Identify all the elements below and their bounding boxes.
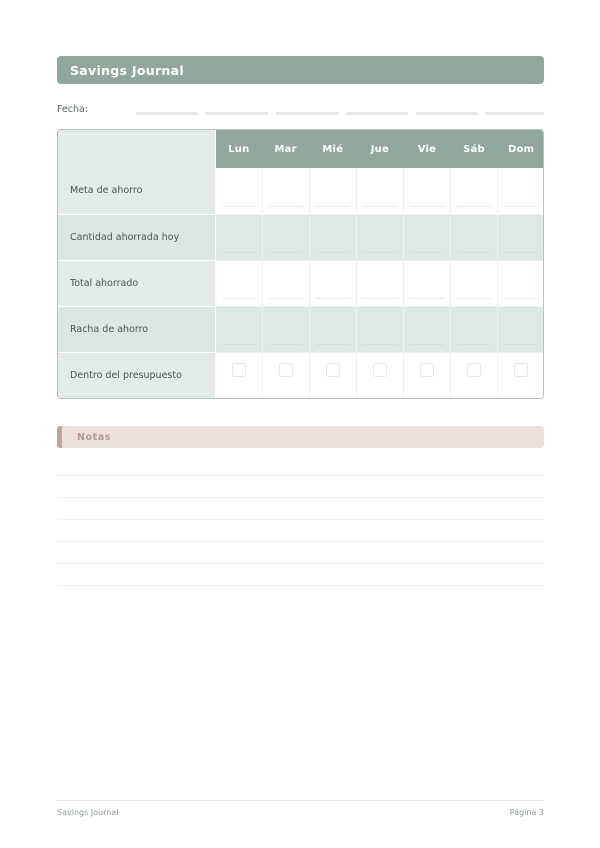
entry-cell[interactable] bbox=[262, 214, 309, 260]
notes-title: Notas bbox=[77, 431, 112, 443]
checkbox-cell[interactable] bbox=[403, 352, 450, 398]
cell-write-line bbox=[410, 344, 444, 345]
table-row bbox=[58, 214, 544, 260]
note-line[interactable] bbox=[57, 454, 544, 476]
cell-write-line bbox=[410, 252, 444, 253]
date-label: Fecha: bbox=[57, 104, 89, 115]
checkbox[interactable] bbox=[514, 363, 528, 377]
cell-write-line bbox=[269, 298, 303, 299]
cell-write-line bbox=[269, 252, 303, 253]
cell-write-line bbox=[457, 344, 491, 345]
checkbox-cell[interactable] bbox=[356, 352, 403, 398]
notes-write-area[interactable] bbox=[57, 454, 544, 586]
entry-cell[interactable] bbox=[403, 168, 450, 214]
checkbox[interactable] bbox=[420, 363, 434, 377]
checkbox-cell[interactable] bbox=[262, 352, 309, 398]
table-header bbox=[58, 130, 544, 168]
cell-write-line bbox=[504, 206, 539, 207]
entry-cell[interactable] bbox=[309, 306, 356, 352]
checkbox[interactable] bbox=[279, 363, 293, 377]
page-title: Savings Journal bbox=[70, 62, 184, 78]
cell-write-line bbox=[457, 298, 491, 299]
entry-cell[interactable] bbox=[262, 306, 309, 352]
cell-write-line bbox=[410, 206, 444, 207]
footer-document-name: Savings Journal bbox=[57, 808, 119, 817]
checkbox[interactable] bbox=[373, 363, 387, 377]
row-label: Cantidad ahorrada hoy bbox=[58, 214, 215, 260]
page-title-bar bbox=[57, 56, 544, 84]
day-header-jue: Jue bbox=[356, 130, 403, 168]
entry-cell[interactable] bbox=[403, 260, 450, 306]
cell-write-line bbox=[504, 252, 538, 253]
entry-cell[interactable] bbox=[309, 168, 356, 214]
day-header-lun: Lun bbox=[215, 130, 262, 168]
note-line[interactable] bbox=[57, 564, 544, 586]
tracker-table bbox=[58, 130, 544, 398]
cell-write-line bbox=[269, 206, 303, 207]
table-header-row bbox=[58, 130, 544, 168]
cell-write-line bbox=[269, 344, 303, 345]
tracker-table-container bbox=[57, 129, 544, 399]
entry-cell[interactable] bbox=[356, 168, 403, 214]
table-row bbox=[58, 260, 544, 306]
cell-write-line bbox=[363, 298, 397, 299]
checkbox-cell[interactable] bbox=[309, 352, 356, 398]
notes-header bbox=[57, 426, 544, 448]
cell-write-line bbox=[222, 298, 256, 299]
row-label: Total ahorrado bbox=[58, 260, 215, 306]
entry-cell[interactable] bbox=[215, 306, 262, 352]
cell-write-line bbox=[363, 206, 397, 207]
checkbox[interactable] bbox=[232, 363, 246, 377]
cell-write-line bbox=[363, 252, 397, 253]
cell-write-line bbox=[504, 298, 539, 299]
checkbox[interactable] bbox=[467, 363, 481, 377]
table-row bbox=[58, 168, 544, 214]
cell-write-line bbox=[316, 344, 350, 345]
entry-cell[interactable] bbox=[215, 260, 262, 306]
cell-write-line bbox=[316, 206, 350, 207]
table-body bbox=[58, 168, 544, 398]
checkbox-cell[interactable] bbox=[450, 352, 497, 398]
table-row bbox=[58, 306, 544, 352]
entry-cell[interactable] bbox=[450, 168, 497, 214]
cell-write-line bbox=[504, 344, 538, 345]
note-line[interactable] bbox=[57, 498, 544, 520]
table-row bbox=[58, 352, 544, 398]
entry-cell[interactable] bbox=[498, 214, 544, 260]
entry-cell[interactable] bbox=[215, 214, 262, 260]
entry-cell[interactable] bbox=[498, 168, 544, 214]
day-header-mie: Mié bbox=[309, 130, 356, 168]
cell-write-line bbox=[363, 344, 397, 345]
table-corner-cell bbox=[58, 130, 215, 168]
checkbox-cell[interactable] bbox=[215, 352, 262, 398]
entry-cell[interactable] bbox=[356, 214, 403, 260]
day-header-vie: Vie bbox=[403, 130, 450, 168]
cell-write-line bbox=[222, 344, 256, 345]
entry-cell[interactable] bbox=[450, 306, 497, 352]
note-line[interactable] bbox=[57, 520, 544, 542]
row-label: Dentro del presupuesto bbox=[58, 352, 215, 398]
entry-cell[interactable] bbox=[309, 260, 356, 306]
cell-write-line bbox=[457, 206, 491, 207]
day-header-mar: Mar bbox=[262, 130, 309, 168]
date-field-row bbox=[57, 100, 544, 116]
entry-cell[interactable] bbox=[215, 168, 262, 214]
row-label: Meta de ahorro bbox=[58, 168, 215, 214]
day-header-dom: Dom bbox=[498, 130, 544, 168]
checkbox-cell[interactable] bbox=[498, 352, 544, 398]
date-write-line[interactable] bbox=[136, 112, 544, 115]
cell-write-line bbox=[222, 252, 256, 253]
note-line[interactable] bbox=[57, 476, 544, 498]
entry-cell[interactable] bbox=[498, 260, 544, 306]
cell-write-line bbox=[457, 252, 491, 253]
row-label: Racha de ahorro bbox=[58, 306, 215, 352]
entry-cell[interactable] bbox=[262, 168, 309, 214]
entry-cell[interactable] bbox=[403, 214, 450, 260]
cell-write-line bbox=[222, 206, 256, 207]
footer-page-number: Página 3 bbox=[509, 808, 544, 817]
entry-cell[interactable] bbox=[356, 306, 403, 352]
note-line[interactable] bbox=[57, 542, 544, 564]
cell-write-line bbox=[410, 298, 444, 299]
day-header-sab: Sáb bbox=[450, 130, 497, 168]
entry-cell[interactable] bbox=[356, 260, 403, 306]
cell-write-line bbox=[316, 298, 350, 299]
cell-write-line bbox=[316, 252, 350, 253]
entry-cell[interactable] bbox=[309, 214, 356, 260]
entry-cell[interactable] bbox=[498, 306, 544, 352]
entry-cell[interactable] bbox=[262, 260, 309, 306]
entry-cell[interactable] bbox=[450, 260, 497, 306]
page-footer bbox=[57, 800, 544, 817]
entry-cell[interactable] bbox=[403, 306, 450, 352]
entry-cell[interactable] bbox=[450, 214, 497, 260]
checkbox[interactable] bbox=[326, 363, 340, 377]
